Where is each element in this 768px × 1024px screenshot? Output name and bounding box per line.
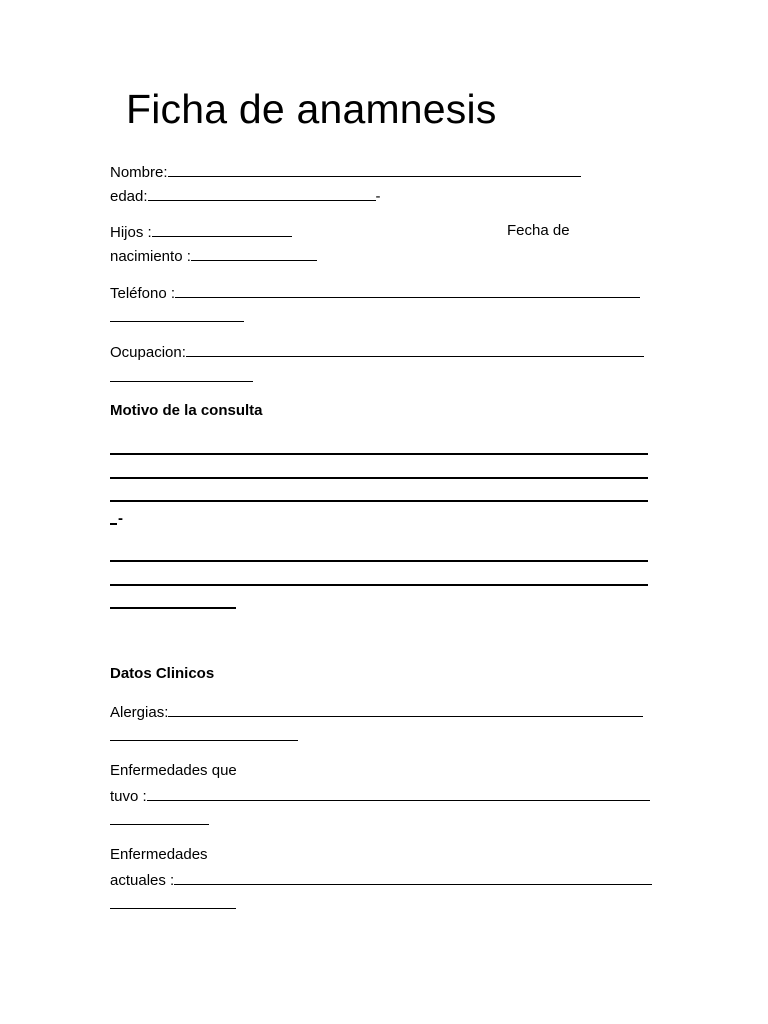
hijos-blank[interactable] (152, 221, 292, 237)
telefono-blank[interactable] (175, 282, 640, 298)
motivo-answer-line-3[interactable] (110, 500, 648, 502)
alergias-row (110, 701, 643, 723)
edad-suffix: - (375, 188, 381, 205)
actuales-continuation-row (110, 893, 236, 915)
tuvo-label: tuvo : (110, 788, 147, 805)
enfermedades-tuvo-blank-continued[interactable] (110, 809, 209, 825)
ocupacion-row (110, 341, 644, 363)
actuales-row (110, 869, 652, 891)
nombre-row (110, 161, 581, 183)
telefono-label: Teléfono : (110, 285, 176, 302)
tuvo-row (110, 785, 650, 807)
motivo-answer-line-6[interactable] (110, 584, 648, 586)
edad-row (110, 185, 381, 207)
alergias-blank[interactable] (168, 701, 643, 717)
motivo-heading: Motivo de la consulta (110, 402, 263, 419)
nacimiento-label: nacimiento : (110, 248, 191, 265)
motivo-answer-line-4[interactable] (110, 523, 117, 525)
nacimiento-blank[interactable] (191, 245, 317, 261)
nacimiento-row (110, 245, 317, 267)
alergias-continuation-row (110, 725, 298, 747)
tuvo-continuation-row (110, 809, 209, 831)
motivo-answer-line-7[interactable] (110, 607, 236, 609)
enfermedades-actuales-blank[interactable] (174, 869, 652, 885)
enfermedades-label: Enfermedades (110, 846, 208, 863)
ocupacion-blank[interactable] (186, 341, 644, 357)
alergias-label: Alergias: (110, 704, 169, 721)
enfermedades-actuales-blank-continued[interactable] (110, 893, 236, 909)
nombre-blank[interactable] (168, 161, 581, 177)
fecha-de-label: Fecha de (507, 222, 570, 239)
actuales-label: actuales : (110, 872, 175, 889)
telefono-row (110, 282, 640, 304)
telefono-blank-continued[interactable] (110, 306, 244, 322)
nombre-label: Nombre: (110, 164, 168, 181)
motivo-trailing-mark: - (118, 510, 123, 527)
ocupacion-continuation-row (110, 366, 253, 388)
edad-label: edad: (110, 188, 148, 205)
edad-blank[interactable] (148, 185, 376, 201)
ocupacion-blank-continued[interactable] (110, 366, 253, 382)
datos-clinicos-heading: Datos Clinicos (110, 665, 215, 682)
enfermedades-tuvo-blank[interactable] (147, 785, 650, 801)
ocupacion-label: Ocupacion: (110, 344, 186, 361)
hijos-row (110, 221, 292, 243)
motivo-answer-line-2[interactable] (110, 477, 648, 479)
enfermedades-que-label: Enfermedades que (110, 762, 237, 779)
telefono-continuation-row (110, 306, 244, 328)
document-title: Ficha de anamnesis (126, 86, 497, 132)
alergias-blank-continued[interactable] (110, 725, 298, 741)
motivo-answer-line-1[interactable] (110, 453, 648, 455)
motivo-answer-line-5[interactable] (110, 560, 648, 562)
hijos-label: Hijos : (110, 224, 152, 241)
